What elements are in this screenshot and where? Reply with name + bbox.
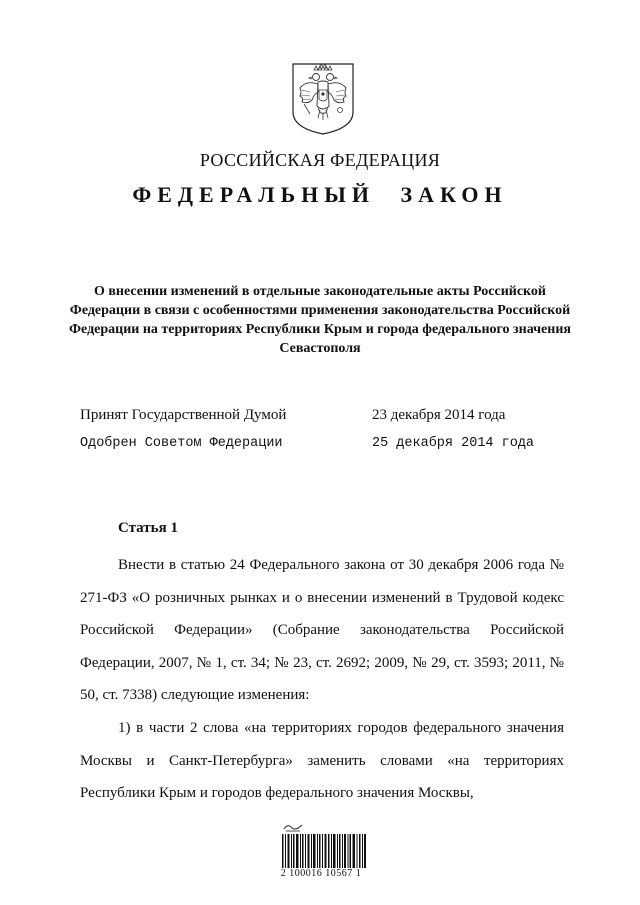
barcode-icon bbox=[282, 834, 366, 868]
country-name: РОССИЙСКАЯ ФЕДЕРАЦИЯ bbox=[199, 150, 441, 170]
council-label: Одобрен Советом Федерации bbox=[80, 436, 283, 451]
russian-coat-of-arms-icon bbox=[290, 62, 356, 136]
law-title: О внесении изменений в отдельные законодательные акты Российской Федерации в связи с особенностями применения законодательства Российской Федерации на территориях Республики Крым и города федерального значения Севастополя bbox=[69, 284, 571, 356]
council-date: 25 декабря 2014 года bbox=[372, 436, 535, 451]
article-paragraph: Внести в статью 24 Федерального закона от 30 декабря 2006 года № 271-ФЗ «О розничных рынках и о внесении изменений в Трудовой кодекс Российской Федерации» (Собрание законодательства Российской Федерации, 2007, № 1, ст. 34; № 23, ст. 2692; 2009, № 29, ст. 3593; 2011, № 50, ст. 7338) следующие изменения: bbox=[80, 557, 564, 704]
article-body bbox=[80, 549, 564, 810]
article-paragraph: 1) в части 2 слова «на территориях городов федерального значения Москвы и Санкт-Петербурга» заменить словами «на территориях Республики Крым и городов федерального значения Москвы, bbox=[80, 719, 564, 802]
law-type-heading: ФЕДЕРАЛЬНЫЙ ЗАКОН bbox=[132, 182, 508, 207]
document-barcode bbox=[270, 822, 372, 882]
duma-date: 23 декабря 2014 года bbox=[372, 407, 506, 423]
article-heading: Статья 1 bbox=[118, 520, 178, 536]
registration-mark-icon bbox=[282, 822, 304, 832]
barcode-number: 2 100016 10567 1 bbox=[280, 868, 362, 879]
duma-label: Принят Государственной Думой bbox=[80, 407, 287, 423]
